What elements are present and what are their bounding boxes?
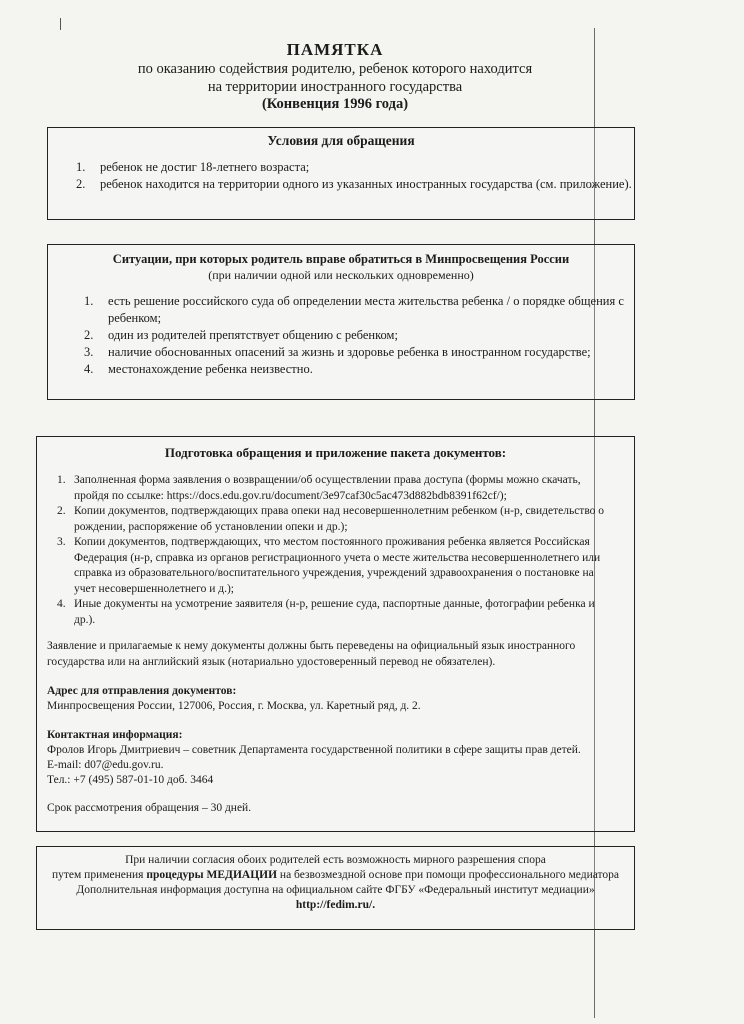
item-number: 4.: [84, 362, 94, 376]
contact-person: Фролов Игорь Дмитриевич – советник Департамента государственной политики в сфере защиты прав детей.: [47, 744, 581, 756]
item-number: 2.: [76, 177, 86, 191]
item-number: 1.: [76, 160, 86, 174]
situations-subtitle: (при наличии одной или нескольких одновременно): [208, 268, 474, 282]
contact-email: E-mail: d07@edu.gov.ru.: [47, 759, 164, 771]
list-item: [84, 344, 634, 361]
item-number: 2.: [84, 328, 94, 342]
documents-box: [36, 436, 635, 832]
list-item: [57, 473, 618, 504]
mediation-line-3: Дополнительная информация доступна на официальном сайте ФГБУ «Федеральный институт медиации»: [76, 884, 595, 896]
mediation-text: на безвозмездной основе при помощи профессионального медиатора: [277, 869, 620, 881]
list-item: [76, 176, 634, 193]
conditions-list: [76, 159, 634, 193]
contact-label: Контактная информация:: [47, 729, 183, 741]
item-text: Заполненная форма заявления о возвращении/об осуществлении права доступа (формы можно скачать, пройдя по ссылке: https://docs.edu.gov.ru/document/3e97caf30c5ac473d882bdb8391f62cf/);: [74, 474, 581, 502]
item-text: ребенок находится на территории одного из указанных иностранных государства (см. приложение).: [100, 177, 632, 191]
conditions-box: [47, 127, 635, 220]
translation-note: Заявление и прилагаемые к нему документы должны быть переведены на официальный язык иностранного государства или на английский язык (нотариально удостоверенный перевод не обязателен).: [47, 640, 576, 668]
mediation-url: http://fedim.ru/.: [295, 899, 376, 911]
mediation-line-2: [37, 868, 634, 883]
list-item: [57, 535, 618, 597]
item-text: наличие обоснованных опасений за жизнь и здоровье ребенка в иностранном государстве;: [108, 345, 591, 359]
item-text: Копии документов, подтверждающих права опеки над несовершеннолетним ребенком (н-р, свидетельство о рождении, распоряжение об установлении опеки и др.);: [74, 505, 605, 533]
mediation-line-1: При наличии согласия обоих родителей есть возможность мирного разрешения спора: [125, 854, 546, 866]
situations-box: [47, 244, 635, 400]
item-number: 3.: [84, 345, 94, 359]
situations-list: [84, 293, 634, 378]
address-label: Адрес для отправления документов:: [47, 685, 237, 697]
item-text: один из родителей препятствует общению с ребенком;: [108, 328, 398, 342]
mediation-text: путем применения: [51, 869, 147, 881]
item-number: 1.: [57, 474, 66, 486]
list-item: [84, 361, 634, 378]
item-text: есть решение российского суда об определении места жительства ребенка / о порядке общения с ребенком;: [108, 294, 624, 325]
item-text: ребенок не достиг 18-летнего возраста;: [100, 160, 310, 174]
conditions-title: Условия для обращения: [267, 133, 415, 148]
item-number: 2.: [57, 505, 66, 517]
list-item: [76, 159, 634, 176]
list-item: [57, 597, 618, 628]
item-number: 4.: [57, 598, 66, 610]
item-number: 1.: [84, 294, 94, 308]
list-item: [84, 327, 634, 344]
title-line-4: (Конвенция 1996 года): [261, 96, 409, 112]
documents-title: Подготовка обращения и приложение пакета документов:: [164, 445, 507, 460]
scan-mark: [60, 18, 61, 30]
item-text: Иные документы на усмотрение заявителя (н-р, решение суда, паспортные данные, фотографии ребенка и др.).: [74, 598, 595, 626]
mediation-box: [36, 846, 635, 930]
list-item: [84, 293, 634, 327]
mediation-emphasis: процедуры МЕДИАЦИИ: [146, 869, 278, 881]
situations-title: Ситуации, при которых родитель вправе обратиться в Минпросвещения России: [112, 252, 570, 266]
title-line-3: на территории иностранного государства: [207, 79, 463, 95]
address-text: Минпросвещения России, 127006, Россия, г. Москва, ул. Каретный ряд, д. 2.: [47, 700, 421, 712]
item-text: Копии документов, подтверждающих, что местом постоянного проживания ребенка является Российская Федерация (н-р, справка из органов регистрационного учета о месте жительства несовершеннолетнего или справка из образовательного/воспитательного учреждения, учреждений здравоохранения о постановке на учет несовершеннолетнего и д.);: [74, 536, 601, 595]
item-number: 3.: [57, 536, 66, 548]
title-line-2: по оказанию содействия родителю, ребенок которого находится: [137, 61, 533, 77]
review-term: Срок рассмотрения обращения – 30 дней.: [47, 802, 252, 814]
contact-phone: Тел.: +7 (495) 587-01-10 доб. 3464: [47, 774, 214, 786]
document-header: [70, 40, 600, 113]
list-item: [57, 504, 618, 535]
item-text: местонахождение ребенка неизвестно.: [108, 362, 313, 376]
documents-list: [57, 473, 618, 628]
document-title: ПАМЯТКА: [286, 40, 384, 59]
